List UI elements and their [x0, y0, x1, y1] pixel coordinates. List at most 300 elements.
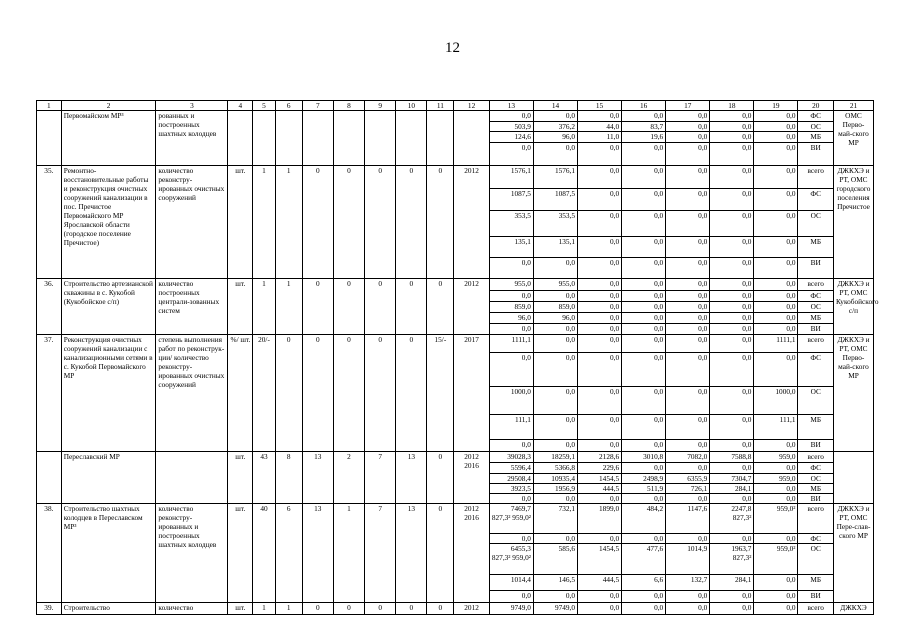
cell-col-14: 376,2	[533, 121, 577, 132]
cell-col-19: 0,0	[754, 257, 798, 278]
column-number: 17	[666, 101, 710, 111]
cell-col-9: 0	[365, 278, 396, 334]
cell-col-14: 0,0	[533, 334, 577, 352]
cell-col-14: 0,0	[533, 142, 577, 165]
cell-col-5: 43	[253, 451, 276, 503]
column-number: 12	[454, 101, 490, 111]
cell-col-3: степень выполнения работ по реконструк-ции/ количество реконстру-ированных очистных сооружений	[156, 334, 228, 451]
cell-col-18: 0,0	[710, 111, 754, 122]
cell-col-13: 0,0	[489, 493, 533, 503]
cell-col-7: 0	[302, 165, 333, 278]
funding-source: ВИ	[798, 323, 834, 334]
cell-col-19: 959,0	[754, 451, 798, 462]
cell-col-13: 135,1	[489, 236, 533, 257]
column-number: 18	[710, 101, 754, 111]
cell-col-16: 19,6	[622, 132, 666, 143]
cell-col-15: 0,0	[578, 257, 622, 278]
column-number: 1	[37, 101, 62, 111]
cell-col-18: 0,0	[710, 533, 754, 543]
cell-col-15: 1454,5	[578, 473, 622, 483]
cell-col-15: 11,0	[578, 132, 622, 143]
cell-col-2: Строительство артезианской скважины в с. Кукобой (Кукобойское с/п)	[61, 278, 156, 334]
cell-col-16: 511,9	[622, 483, 666, 493]
cell-col-8	[333, 111, 364, 166]
cell-col-5	[253, 111, 276, 166]
cell-col-15: 0,0	[578, 312, 622, 323]
cell-col-17: 0,0	[666, 142, 710, 165]
funding-source: ВИ	[798, 439, 834, 451]
cell-col-15: 0,0	[578, 386, 622, 414]
cell-col-4	[228, 111, 253, 166]
funding-source: МБ	[798, 574, 834, 590]
cell-col-15: 44,0	[578, 121, 622, 132]
responsible-executor: ДЖКХЭ и РТ, ОМС Кукобойского с/п	[833, 278, 873, 334]
cell-col-15: 1454,5	[578, 543, 622, 574]
cell-col-13: 1014,4	[489, 574, 533, 590]
cell-col-16: 83,7	[622, 121, 666, 132]
cell-col-12	[454, 111, 490, 166]
cell-col-13: 1087,5	[489, 188, 533, 210]
table-row	[37, 503, 874, 533]
funding-source: ФС	[798, 111, 834, 122]
funding-source: ВИ	[798, 142, 834, 165]
cell-col-8: 0	[333, 602, 364, 614]
cell-col-15: 0,0	[578, 210, 622, 236]
cell-col-19: 1111,1	[754, 334, 798, 352]
cell-col-13: 0,0	[489, 352, 533, 386]
funding-source: МБ	[798, 312, 834, 323]
funding-source: ВИ	[798, 257, 834, 278]
funding-source: ФС	[798, 352, 834, 386]
cell-col-17: 0,0	[666, 290, 710, 301]
funding-source: всего	[798, 602, 834, 614]
cell-col-19: 0,0	[754, 602, 798, 614]
cell-col-18: 0,0	[710, 290, 754, 301]
cell-col-5: 1	[253, 165, 276, 278]
cell-col-15: 0,0	[578, 493, 622, 503]
cell-col-5: 1	[253, 602, 276, 614]
cell-col-15: 0,0	[578, 278, 622, 290]
cell-col-16: 0,0	[622, 301, 666, 312]
cell-col-18: 0,0	[710, 278, 754, 290]
cell-col-15: 0,0	[578, 590, 622, 602]
cell-col-18: 0,0	[710, 236, 754, 257]
cell-col-11: 0	[427, 602, 454, 614]
cell-col-15: 0,0	[578, 533, 622, 543]
cell-col-8: 0	[333, 278, 364, 334]
cell-col-10: 0	[396, 334, 427, 451]
column-number: 6	[275, 101, 302, 111]
cell-col-17: 0,0	[666, 165, 710, 188]
cell-col-12: 2017	[454, 334, 490, 451]
cell-col-16: 0,0	[622, 602, 666, 614]
cell-col-17: 6355,9	[666, 473, 710, 483]
cell-col-16: 0,0	[622, 323, 666, 334]
cell-col-4: шт.	[228, 451, 253, 503]
cell-col-7: 0	[302, 334, 333, 451]
cell-col-19: 0,0	[754, 278, 798, 290]
funding-source: ВИ	[798, 590, 834, 602]
column-numbers-row	[37, 101, 874, 111]
funding-source: ФС	[798, 462, 834, 473]
cell-col-2: Строительство	[61, 602, 156, 614]
cell-col-18: 0,0	[710, 188, 754, 210]
cell-col-12: 2012 2016	[454, 503, 490, 602]
cell-col-17: 0,0	[666, 414, 710, 439]
column-number: 4	[228, 101, 253, 111]
cell-col-5: 40	[253, 503, 276, 602]
cell-col-19: 0,0	[754, 132, 798, 143]
cell-col-13: 1111,1	[489, 334, 533, 352]
cell-col-16: 0,0	[622, 493, 666, 503]
cell-col-5: 20/-	[253, 334, 276, 451]
cell-col-17: 0,0	[666, 602, 710, 614]
funding-source: ОС	[798, 543, 834, 574]
column-number: 14	[533, 101, 577, 111]
cell-col-2: Реконструкция очистных сооружений канализации с канализационными сетями в с. Кукобой Первомайского МР	[61, 334, 156, 451]
funding-source: ОС	[798, 210, 834, 236]
cell-col-14: 0,0	[533, 352, 577, 386]
cell-col-14: 1956,9	[533, 483, 577, 493]
cell-col-13: 0,0	[489, 533, 533, 543]
cell-col-15: 444,5	[578, 483, 622, 493]
table-row	[37, 451, 874, 462]
cell-col-14: 96,0	[533, 312, 577, 323]
cell-col-19: 0,0	[754, 290, 798, 301]
cell-col-18: 2247,8 827,3²	[710, 503, 754, 533]
cell-col-8: 0	[333, 165, 364, 278]
cell-col-16: 0,0	[622, 257, 666, 278]
cell-col-17: 0,0	[666, 236, 710, 257]
cell-col-19: 0,0	[754, 210, 798, 236]
cell-col-14: 585,6	[533, 543, 577, 574]
cell-col-16: 0,0	[622, 414, 666, 439]
cell-col-17: 726,1	[666, 483, 710, 493]
column-number: 10	[396, 101, 427, 111]
cell-col-18: 0,0	[710, 602, 754, 614]
cell-col-11: 0	[427, 165, 454, 278]
cell-col-16: 484,2	[622, 503, 666, 533]
cell-col-15: 0,0	[578, 323, 622, 334]
cell-col-17: 0,0	[666, 312, 710, 323]
cell-col-14: 0,0	[533, 590, 577, 602]
cell-col-3: количество реконстру-ированных и построенных шахтных колодцев	[156, 503, 228, 602]
funding-source: ВИ	[798, 493, 834, 503]
cell-col-10: 0	[396, 278, 427, 334]
cell-col-4: шт.	[228, 278, 253, 334]
cell-col-3: количество	[156, 602, 228, 614]
cell-col-14: 353,5	[533, 210, 577, 236]
responsible-executor: ДЖКХЭ	[833, 602, 873, 614]
cell-col-14: 5366,8	[533, 462, 577, 473]
cell-col-18: 284,1	[710, 574, 754, 590]
cell-col-16: 0,0	[622, 142, 666, 165]
cell-col-13: 124,6	[489, 132, 533, 143]
cell-col-8: 0	[333, 334, 364, 451]
cell-col-14: 0,0	[533, 533, 577, 543]
cell-col-12: 2012 2016	[454, 451, 490, 503]
cell-col-18: 0,0	[710, 323, 754, 334]
cell-col-16: 0,0	[622, 462, 666, 473]
cell-col-15: 1899,0	[578, 503, 622, 533]
cell-col-7: 13	[302, 451, 333, 503]
cell-col-1	[37, 111, 62, 166]
cell-col-15: 0,0	[578, 236, 622, 257]
cell-col-18: 0,0	[710, 386, 754, 414]
cell-col-8: 1	[333, 503, 364, 602]
cell-col-15: 0,0	[578, 301, 622, 312]
funding-source: ОС	[798, 121, 834, 132]
funding-source: МБ	[798, 483, 834, 493]
column-number: 2	[61, 101, 156, 111]
funding-source: ФС	[798, 290, 834, 301]
cell-col-6: 8	[275, 451, 302, 503]
cell-col-14: 18259,1	[533, 451, 577, 462]
cell-col-18: 7304,7	[710, 473, 754, 483]
cell-col-18: 0,0	[710, 312, 754, 323]
cell-col-15: 0,0	[578, 142, 622, 165]
cell-col-16: 0,0	[622, 386, 666, 414]
cell-col-13: 0,0	[489, 257, 533, 278]
cell-col-13: 1000,0	[489, 386, 533, 414]
table-row	[37, 111, 874, 122]
responsible-executor	[833, 451, 873, 503]
cell-col-9: 7	[365, 503, 396, 602]
cell-col-16: 0,0	[622, 533, 666, 543]
cell-col-19: 0,0	[754, 142, 798, 165]
cell-col-19: 0,0	[754, 483, 798, 493]
cell-col-14: 0,0	[533, 414, 577, 439]
cell-col-3: рованных и построенных шахтных колодцев	[156, 111, 228, 166]
cell-col-6: 1	[275, 165, 302, 278]
cell-col-16: 0,0	[622, 290, 666, 301]
cell-col-13: 96,0	[489, 312, 533, 323]
cell-col-13: 9749,0	[489, 602, 533, 614]
funding-source: ФС	[798, 188, 834, 210]
column-number: 7	[302, 101, 333, 111]
cell-col-13: 1576,1	[489, 165, 533, 188]
cell-col-14: 955,0	[533, 278, 577, 290]
page-number: 12	[445, 40, 460, 56]
cell-col-16: 0,0	[622, 210, 666, 236]
cell-col-16: 0,0	[622, 590, 666, 602]
cell-col-17: 0,0	[666, 323, 710, 334]
cell-col-13: 39028,3	[489, 451, 533, 462]
cell-col-4: шт.	[228, 503, 253, 602]
cell-col-9: 0	[365, 165, 396, 278]
column-number: 5	[253, 101, 276, 111]
cell-col-15: 0,0	[578, 414, 622, 439]
cell-col-17: 0,0	[666, 334, 710, 352]
cell-col-2: Первомайском МР³	[61, 111, 156, 166]
cell-col-6: 6	[275, 503, 302, 602]
cell-col-1: 38.	[37, 503, 62, 602]
cell-col-17: 0,0	[666, 132, 710, 143]
column-number: 21	[833, 101, 873, 111]
cell-col-14: 10935,4	[533, 473, 577, 483]
cell-col-18: 0,0	[710, 334, 754, 352]
program-table	[36, 100, 879, 615]
cell-col-17: 0,0	[666, 386, 710, 414]
cell-col-19: 0,0	[754, 188, 798, 210]
cell-col-12: 2012	[454, 278, 490, 334]
cell-col-17: 0,0	[666, 121, 710, 132]
cell-col-19: 0,0	[754, 236, 798, 257]
cell-col-15: 0,0	[578, 165, 622, 188]
cell-col-13: 0,0	[489, 290, 533, 301]
funding-source: всего	[798, 503, 834, 533]
column-number: 20	[798, 101, 834, 111]
cell-col-2: Строительство шахтных колодцев в Переславском МР³	[61, 503, 156, 602]
cell-col-13: 0,0	[489, 323, 533, 334]
cell-col-1: 35.	[37, 165, 62, 278]
cell-col-2: Переславский МР	[61, 451, 156, 503]
column-number: 3	[156, 101, 228, 111]
cell-col-13: 955,0	[489, 278, 533, 290]
column-number: 8	[333, 101, 364, 111]
cell-col-10	[396, 111, 427, 166]
cell-col-14: 0,0	[533, 290, 577, 301]
funding-source: МБ	[798, 132, 834, 143]
cell-col-18: 0,0	[710, 210, 754, 236]
cell-col-15: 0,0	[578, 290, 622, 301]
cell-col-1	[37, 451, 62, 503]
cell-col-19: 0,0	[754, 111, 798, 122]
cell-col-17: 0,0	[666, 462, 710, 473]
funding-source: ОС	[798, 386, 834, 414]
column-number: 11	[427, 101, 454, 111]
column-number: 16	[622, 101, 666, 111]
cell-col-18: 284,1	[710, 483, 754, 493]
cell-col-17: 0,0	[666, 111, 710, 122]
funding-source: всего	[798, 165, 834, 188]
cell-col-10: 13	[396, 503, 427, 602]
responsible-executor: ДЖКХЭ и РТ, ОМС Перво-май-ского МР	[833, 334, 873, 451]
cell-col-16: 0,0	[622, 439, 666, 451]
cell-col-6: 1	[275, 278, 302, 334]
column-number: 15	[578, 101, 622, 111]
cell-col-13: 7469,7 827,3² 959,0²	[489, 503, 533, 533]
cell-col-19: 0,0	[754, 462, 798, 473]
cell-col-11: 0	[427, 503, 454, 602]
table-row	[37, 334, 874, 352]
cell-col-13: 5596,4	[489, 462, 533, 473]
cell-col-4: шт.	[228, 165, 253, 278]
cell-col-15: 229,6	[578, 462, 622, 473]
cell-col-17: 1147,6	[666, 503, 710, 533]
cell-col-14: 135,1	[533, 236, 577, 257]
cell-col-16: 0,0	[622, 278, 666, 290]
cell-col-8: 2	[333, 451, 364, 503]
cell-col-16: 477,6	[622, 543, 666, 574]
cell-col-17: 0,0	[666, 352, 710, 386]
cell-col-19: 0,0	[754, 439, 798, 451]
cell-col-17: 0,0	[666, 439, 710, 451]
funding-source: ОС	[798, 473, 834, 483]
cell-col-11: 0	[427, 451, 454, 503]
cell-col-14: 146,5	[533, 574, 577, 590]
responsible-executor: ДЖКХЭ и РТ, ОМС городского поселения Пречистое	[833, 165, 873, 278]
cell-col-17: 0,0	[666, 188, 710, 210]
column-number: 19	[754, 101, 798, 111]
cell-col-19: 0,0	[754, 574, 798, 590]
cell-col-16: 0,0	[622, 334, 666, 352]
column-number: 13	[489, 101, 533, 111]
cell-col-13: 353,5	[489, 210, 533, 236]
cell-col-19: 111,1	[754, 414, 798, 439]
cell-col-3: количество построенных централи-зованных систем	[156, 278, 228, 334]
cell-col-9: 0	[365, 334, 396, 451]
cell-col-7: 13	[302, 503, 333, 602]
cell-col-11: 15/-	[427, 334, 454, 451]
cell-col-17: 0,0	[666, 590, 710, 602]
cell-col-19: 0,0	[754, 590, 798, 602]
cell-col-17: 7082,0	[666, 451, 710, 462]
table-row	[37, 278, 874, 290]
cell-col-14: 96,0	[533, 132, 577, 143]
cell-col-18: 0,0	[710, 590, 754, 602]
cell-col-13: 3923,5	[489, 483, 533, 493]
cell-col-18: 0,0	[710, 257, 754, 278]
cell-col-17: 0,0	[666, 210, 710, 236]
cell-col-13: 29508,4	[489, 473, 533, 483]
cell-col-9: 0	[365, 602, 396, 614]
cell-col-18: 0,0	[710, 493, 754, 503]
table-row	[37, 602, 874, 614]
cell-col-14: 9749,0	[533, 602, 577, 614]
cell-col-19: 0,0	[754, 301, 798, 312]
cell-col-17: 132,7	[666, 574, 710, 590]
cell-col-18: 0,0	[710, 142, 754, 165]
funding-source: всего	[798, 278, 834, 290]
cell-col-7	[302, 111, 333, 166]
funding-source: МБ	[798, 236, 834, 257]
cell-col-18: 0,0	[710, 414, 754, 439]
funding-source: всего	[798, 334, 834, 352]
cell-col-5: 1	[253, 278, 276, 334]
cell-col-12: 2012	[454, 165, 490, 278]
cell-col-19: 0,0	[754, 121, 798, 132]
cell-col-6	[275, 111, 302, 166]
cell-col-19: 959,0²	[754, 503, 798, 533]
cell-col-17: 0,0	[666, 493, 710, 503]
cell-col-6: 0	[275, 334, 302, 451]
funding-source: ФС	[798, 533, 834, 543]
cell-col-16: 0,0	[622, 236, 666, 257]
cell-col-19: 959,0	[754, 473, 798, 483]
cell-col-2: Ремонтно-восстановительные работы и реконструкция очистных сооружений канализации в пос. Пречистое Первомайского МР Ярославской области (городское поселение Пречистое)	[61, 165, 156, 278]
cell-col-13: 503,9	[489, 121, 533, 132]
cell-col-3	[156, 451, 228, 503]
cell-col-19: 0,0	[754, 533, 798, 543]
cell-col-9: 7	[365, 451, 396, 503]
cell-col-15: 444,5	[578, 574, 622, 590]
cell-col-7: 0	[302, 602, 333, 614]
responsible-executor: ОМС Перво-май-ского МР	[833, 111, 873, 166]
cell-col-15: 0,0	[578, 111, 622, 122]
cell-col-18: 0,0	[710, 439, 754, 451]
cell-col-15: 2128,6	[578, 451, 622, 462]
cell-col-9	[365, 111, 396, 166]
cell-col-14: 859,0	[533, 301, 577, 312]
cell-col-14: 732,1	[533, 503, 577, 533]
cell-col-11: 0	[427, 278, 454, 334]
cell-col-19: 0,0	[754, 323, 798, 334]
cell-col-16: 2498,9	[622, 473, 666, 483]
cell-col-18: 0,0	[710, 132, 754, 143]
cell-col-7: 0	[302, 278, 333, 334]
cell-col-4: шт.	[228, 602, 253, 614]
